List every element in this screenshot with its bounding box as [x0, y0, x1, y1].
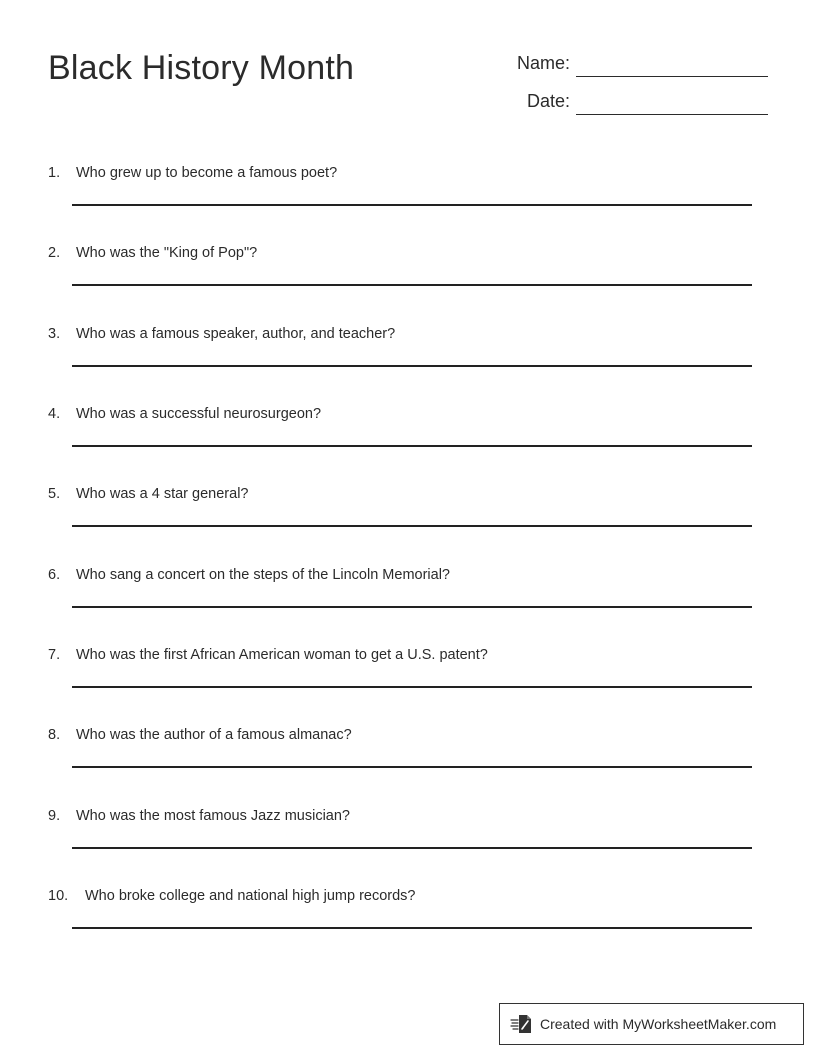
- question-prompt: Who was the author of a famous almanac?: [76, 727, 352, 743]
- question-number: 5.: [48, 486, 61, 502]
- question-prompt: Who was the first African American woman to get a U.S. patent?: [76, 647, 488, 663]
- question-item: [48, 645, 752, 705]
- question-text: [48, 404, 321, 424]
- question-number: 7.: [48, 647, 61, 663]
- question-item: [48, 324, 752, 384]
- question-item: [48, 404, 752, 464]
- date-write-line: [576, 114, 768, 115]
- question-text: [48, 243, 257, 263]
- question-text: [48, 886, 415, 906]
- answer-line: [72, 445, 752, 447]
- question-number: 1.: [48, 165, 61, 181]
- question-prompt: Who was a successful neurosurgeon?: [76, 406, 322, 422]
- question-number: 10.: [48, 888, 69, 904]
- answer-line: [72, 927, 752, 929]
- question-prompt: Who broke college and national high jump records?: [85, 888, 416, 904]
- question-text: [48, 163, 337, 183]
- answer-line: [72, 686, 752, 688]
- answer-line: [72, 284, 752, 286]
- question-prompt: Who was a 4 star general?: [76, 486, 249, 502]
- question-number: 6.: [48, 567, 61, 583]
- date-label: Date:: [526, 91, 570, 111]
- question-item: [48, 163, 752, 223]
- question-text: [48, 484, 248, 504]
- question-item: [48, 806, 752, 866]
- question-number: 4.: [48, 406, 61, 422]
- question-item: [48, 484, 752, 544]
- name-label: Name:: [516, 53, 570, 73]
- worksheet-maker-logo-icon: [510, 1013, 534, 1035]
- name-write-line: [576, 76, 768, 77]
- question-item: [48, 565, 752, 625]
- question-text: [48, 324, 395, 344]
- footer-badge: [499, 1003, 804, 1045]
- worksheet-title: Black History Month: [48, 49, 355, 87]
- question-item: [48, 243, 752, 303]
- answer-line: [72, 204, 752, 206]
- question-number: 8.: [48, 727, 61, 743]
- question-prompt: Who sang a concert on the steps of the Lincoln Memorial?: [76, 567, 450, 583]
- answer-line: [72, 525, 752, 527]
- footer-credit-text: Created with MyWorksheetMaker.com: [540, 1016, 777, 1032]
- question-prompt: Who was the most famous Jazz musician?: [76, 808, 350, 824]
- question-number: 3.: [48, 326, 61, 342]
- name-field-row: [480, 50, 768, 80]
- question-prompt: Who was a famous speaker, author, and teacher?: [76, 326, 396, 342]
- answer-line: [72, 606, 752, 608]
- question-prompt: Who grew up to become a famous poet?: [76, 165, 338, 181]
- answer-line: [72, 766, 752, 768]
- question-text: [48, 645, 488, 665]
- question-text: [48, 565, 450, 585]
- question-number: 9.: [48, 808, 61, 824]
- question-prompt: Who was the "King of Pop"?: [76, 245, 258, 261]
- question-item: [48, 886, 752, 946]
- question-text: [48, 725, 352, 745]
- question-number: 2.: [48, 245, 61, 261]
- question-text: [48, 806, 350, 826]
- question-item: [48, 725, 752, 785]
- answer-line: [72, 365, 752, 367]
- date-field-row: [480, 88, 768, 118]
- answer-line: [72, 847, 752, 849]
